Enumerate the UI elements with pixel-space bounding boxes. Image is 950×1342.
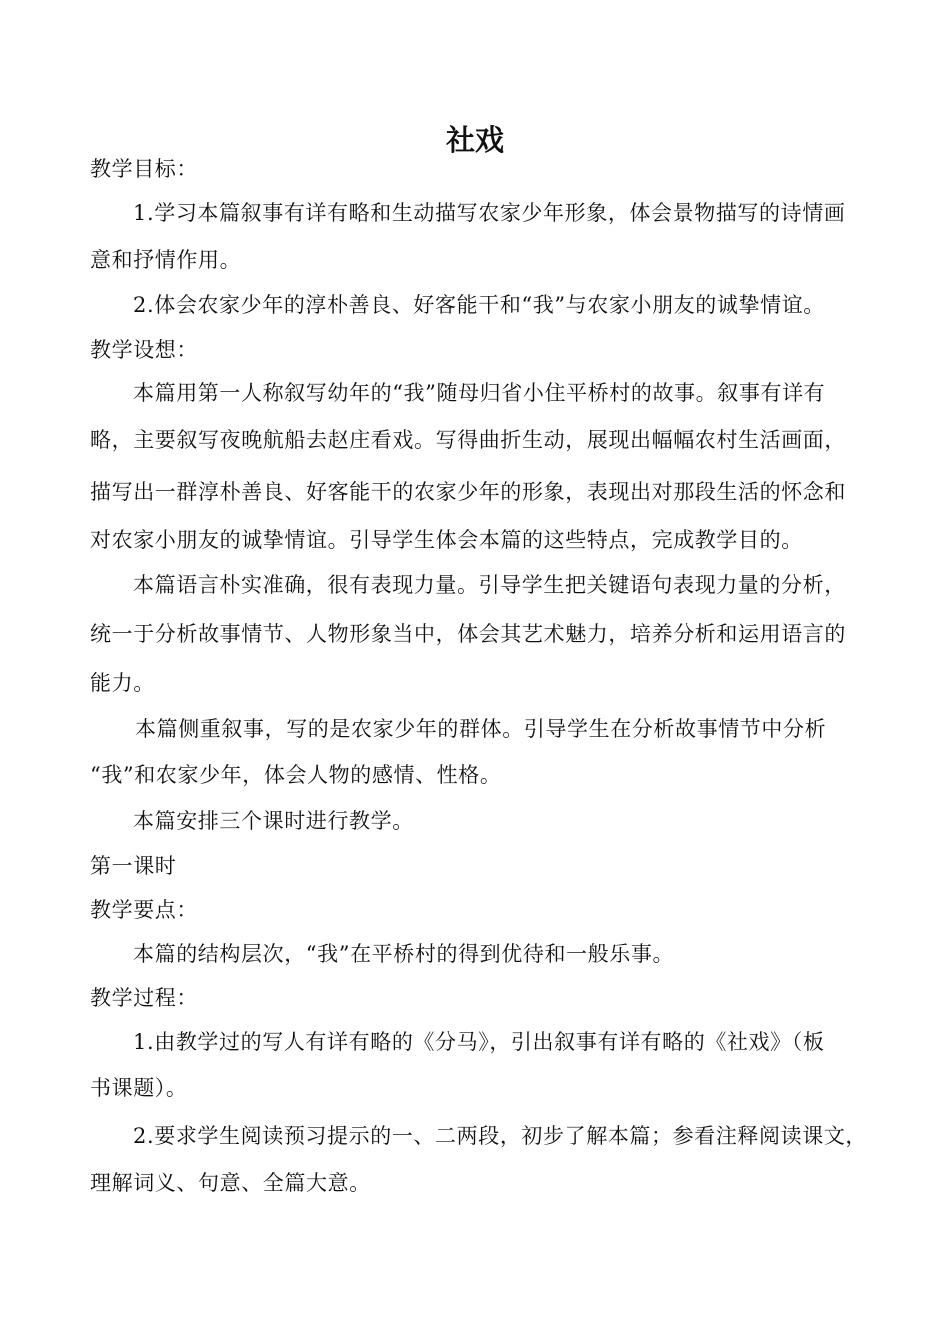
- paragraph-line: 本篇用第一人称叙写幼年的“我”随母归省小住平桥村的故事。叙事有详有: [133, 381, 826, 405]
- paragraph-line: 2.要求学生阅读预习提示的一、二两段，初步了解本篇；参看注释阅读课文，: [133, 1124, 868, 1148]
- paragraph-line: “我”和农家少年，体会人物的感情、性格。: [90, 763, 502, 787]
- paragraph-line: 统一于分析故事情节、人物形象当中，体会其艺术魅力，培养分析和运用语言的: [90, 622, 846, 646]
- paragraph-line: 本篇的结构层次，“我”在平桥村的得到优待和一般乐事。: [133, 942, 675, 966]
- paragraph-line: 对农家小朋友的诚挚情谊。引导学生体会本篇的这些特点，完成教学目的。: [90, 528, 803, 552]
- section-heading-design: 教学设想：: [90, 338, 198, 362]
- section-heading-objectives: 教学目标：: [90, 157, 198, 181]
- paragraph-line: 本篇语言朴实准确，很有表现力量。引导学生把关键语句表现力量的分析，: [133, 573, 846, 597]
- paragraph-line: 描写出一群淳朴善良、好客能干的农家少年的形象，表现出对那段生活的怀念和: [90, 480, 846, 504]
- section-heading-key-points: 教学要点：: [90, 898, 198, 922]
- paragraph-line: 2.体会农家少年的淳朴善良、好客能干和“我”与农家小朋友的诚挚情谊。: [133, 293, 825, 317]
- section-heading-first-lesson: 第一课时: [90, 854, 177, 878]
- paragraph-line: 略，主要叙写夜晚航船去赵庄看戏。写得曲折生动，展现出幅幅农村生活画面，: [90, 428, 846, 452]
- paragraph-line: 本篇安排三个课时进行教学。: [133, 809, 414, 833]
- paragraph-line: 能力。: [90, 671, 155, 695]
- paragraph-line: 书课题）。: [90, 1076, 188, 1100]
- section-heading-process: 教学过程：: [90, 986, 198, 1010]
- paragraph-line: 理解词义、句意、全篇大意。: [90, 1171, 371, 1195]
- page-title: 社戏: [445, 123, 504, 157]
- paragraph-line: 本篇侧重叙事，写的是农家少年的群体。引导学生在分析故事情节中分析: [135, 717, 827, 741]
- paragraph-line: 意和抒情作用。: [90, 248, 242, 272]
- paragraph-line: 1.由教学过的写人有详有略的《分马》，引出叙事有详有略的《社戏》（板: [133, 1030, 825, 1054]
- paragraph-line: 1.学习本篇叙事有详有略和生动描写农家少年形象，体会景物描写的诗情画: [133, 201, 846, 225]
